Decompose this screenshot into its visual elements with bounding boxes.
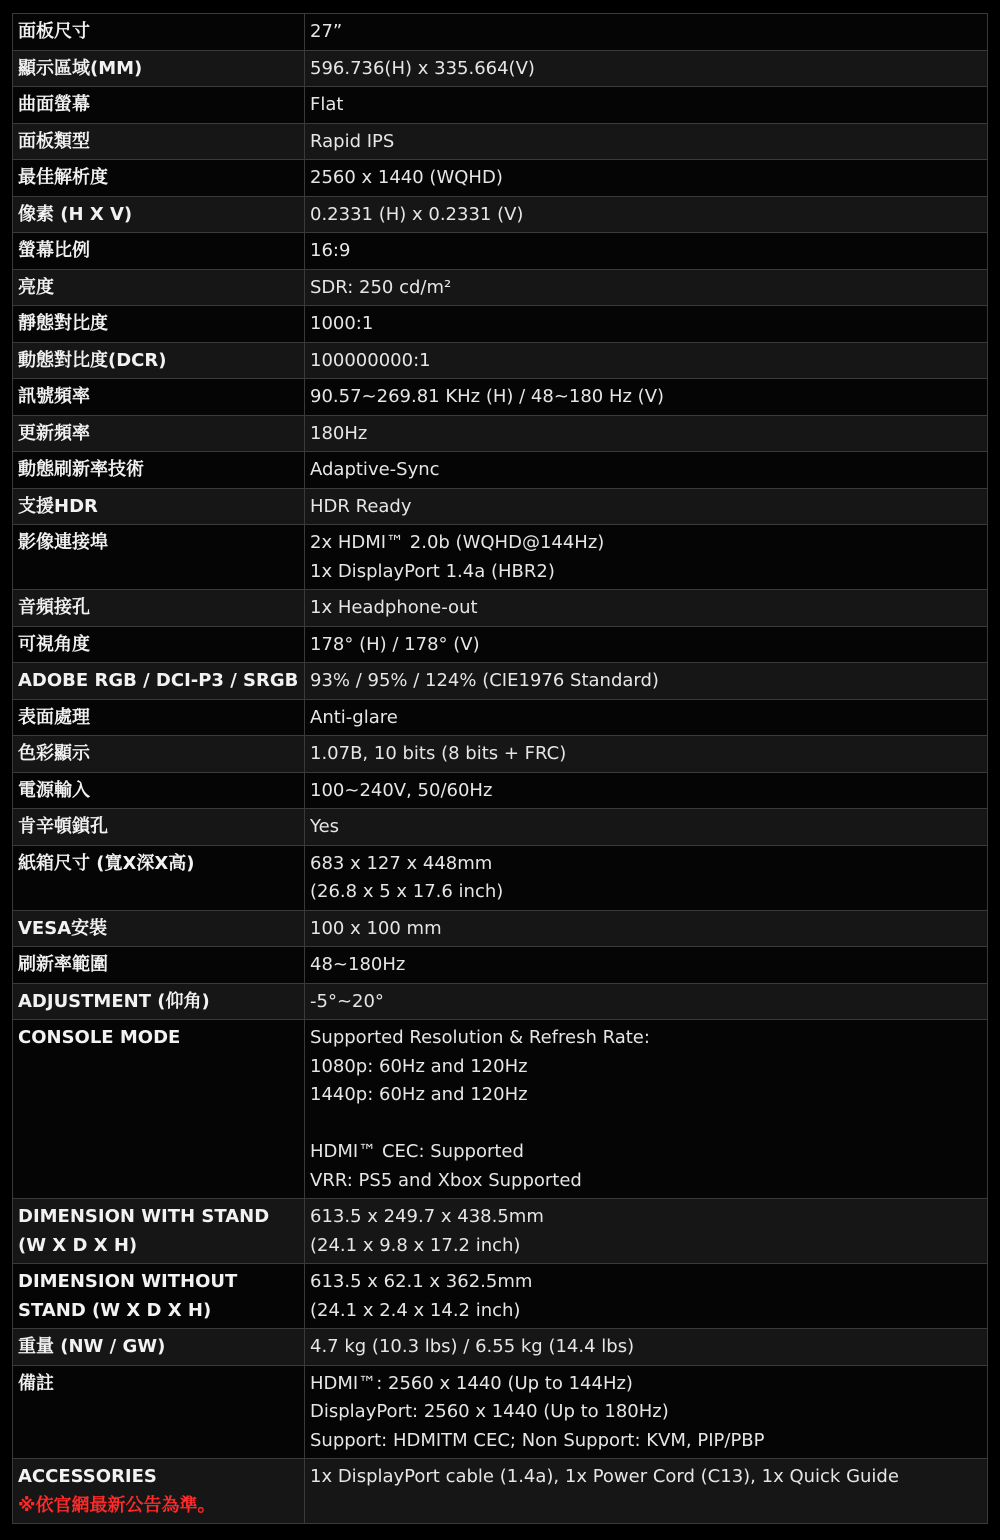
spec-label: ADJUSTMENT (仰角) <box>18 990 210 1012</box>
spec-sheet <box>12 13 988 1524</box>
spec-value-line: 4.7 kg (10.3 lbs) / 6.55 kg (14.4 lbs) <box>310 1336 635 1357</box>
spec-value-cell <box>305 1459 988 1524</box>
spec-value-line: 1.07B, 10 bits (8 bits + FRC) <box>310 743 567 764</box>
spec-value-cell <box>305 809 988 846</box>
spec-value-cell <box>305 1020 988 1199</box>
spec-row <box>13 663 988 700</box>
spec-label-cell <box>13 845 305 910</box>
spec-value-line: 2x HDMI™ 2.0b (WQHD@144Hz) <box>310 532 605 553</box>
spec-value-cell <box>305 590 988 627</box>
spec-value-cell <box>305 415 988 452</box>
spec-label-cell <box>13 452 305 489</box>
spec-row <box>13 50 988 87</box>
spec-label: DIMENSION WITHOUT STAND (W X D X H) <box>18 1271 238 1321</box>
spec-label-cell <box>13 14 305 51</box>
spec-label: 螢幕比例 <box>18 240 90 261</box>
spec-value-cell <box>305 123 988 160</box>
spec-value-line: (24.1 x 9.8 x 17.2 inch) <box>310 1234 521 1256</box>
spec-row <box>13 590 988 627</box>
spec-label-cell <box>13 233 305 270</box>
spec-value-line: 1440p: 60Hz and 120Hz <box>310 1084 528 1105</box>
spec-row <box>13 379 988 416</box>
spec-label-cell <box>13 196 305 233</box>
spec-value-line: 180Hz <box>310 422 368 444</box>
spec-row <box>13 14 988 51</box>
spec-row <box>13 1264 988 1329</box>
spec-value-line: 48~180Hz <box>310 954 406 975</box>
spec-label-cell <box>13 983 305 1020</box>
spec-label-cell <box>13 342 305 379</box>
spec-value-line: Flat <box>310 94 344 115</box>
spec-value-line: 100 x 100 mm <box>310 917 442 939</box>
spec-value-line: 93% / 95% / 124% (CIE1976 Standard) <box>310 670 659 691</box>
spec-label-cell <box>13 699 305 736</box>
spec-value-cell <box>305 196 988 233</box>
spec-label: 像素 (H X V) <box>18 203 133 225</box>
spec-row <box>13 123 988 160</box>
spec-value-line: HDMI™ CEC: Supported <box>310 1141 524 1162</box>
spec-value-line: Yes <box>310 816 340 837</box>
spec-value-line: 1000:1 <box>310 313 374 334</box>
spec-value-cell <box>305 983 988 1020</box>
spec-label: CONSOLE MODE <box>18 1027 181 1048</box>
spec-label: 色彩顯示 <box>18 743 90 764</box>
spec-value-line: 613.5 x 249.7 x 438.5mm <box>310 1206 544 1227</box>
spec-row <box>13 525 988 590</box>
spec-label: 亮度 <box>18 276 54 298</box>
spec-value-cell <box>305 160 988 197</box>
spec-label-cell <box>13 626 305 663</box>
spec-row <box>13 845 988 910</box>
spec-label: 動態對比度(DCR) <box>18 349 167 371</box>
spec-row <box>13 342 988 379</box>
spec-label-cell <box>13 1329 305 1366</box>
spec-value-line: Adaptive-Sync <box>310 459 440 480</box>
spec-label: 靜態對比度 <box>18 313 108 334</box>
spec-label-cell <box>13 1264 305 1329</box>
spec-label-cell <box>13 488 305 525</box>
spec-label: 支援HDR <box>18 495 98 517</box>
spec-value-line: 2560 x 1440 (WQHD) <box>310 167 503 188</box>
spec-label-cell <box>13 160 305 197</box>
spec-value-line: SDR: 250 cd/m² <box>310 276 452 298</box>
spec-value-cell <box>305 50 988 87</box>
spec-value-line: Supported Resolution & Refresh Rate: <box>310 1027 650 1048</box>
spec-value-cell <box>305 525 988 590</box>
spec-value-line: 596.736(H) x 335.664(V) <box>310 57 535 79</box>
spec-label-cell <box>13 269 305 306</box>
spec-label-cell <box>13 736 305 773</box>
spec-value-line: 90.57~269.81 KHz (H) / 48~180 Hz (V) <box>310 386 665 407</box>
spec-value-line: 613.5 x 62.1 x 362.5mm <box>310 1271 533 1292</box>
spec-row <box>13 736 988 773</box>
spec-row <box>13 1020 988 1199</box>
spec-value-line: 100000000:1 <box>310 349 431 371</box>
spec-row <box>13 196 988 233</box>
spec-value-cell <box>305 1264 988 1329</box>
spec-value-cell <box>305 947 988 984</box>
spec-label: DIMENSION WITH STAND (W X D X H) <box>18 1206 270 1256</box>
spec-label-cell <box>13 809 305 846</box>
spec-value-cell <box>305 699 988 736</box>
spec-label: VESA安裝 <box>18 917 108 939</box>
spec-row <box>13 1459 988 1524</box>
spec-row <box>13 809 988 846</box>
spec-value-line: 1x DisplayPort cable (1.4a), 1x Power Cord (C13), 1x Quick Guide <box>310 1466 899 1487</box>
spec-value-line: 178° (H) / 178° (V) <box>310 633 480 655</box>
spec-value-cell <box>305 379 988 416</box>
spec-label: 音頻接孔 <box>18 597 90 618</box>
spec-value-line: 683 x 127 x 448mm <box>310 852 493 874</box>
spec-label: 肯辛頓鎖孔 <box>18 816 108 837</box>
spec-value-cell <box>305 269 988 306</box>
spec-label-cell <box>13 379 305 416</box>
spec-value-line: HDMI™: 2560 x 1440 (Up to 144Hz) <box>310 1372 633 1394</box>
spec-label-cell <box>13 415 305 452</box>
spec-label-cell <box>13 772 305 809</box>
spec-label: 備註 <box>18 1372 54 1394</box>
spec-label-cell <box>13 910 305 947</box>
spec-value-line: 100~240V, 50/60Hz <box>310 779 493 801</box>
spec-row <box>13 699 988 736</box>
spec-label: 電源輸入 <box>18 779 90 801</box>
spec-row <box>13 772 988 809</box>
spec-value-line: 1x DisplayPort 1.4a (HBR2) <box>310 560 555 582</box>
spec-row <box>13 415 988 452</box>
spec-label-cell <box>13 306 305 343</box>
spec-value-cell <box>305 1199 988 1264</box>
spec-value-line: VRR: PS5 and Xbox Supported <box>310 1169 582 1191</box>
spec-label: 最佳解析度 <box>18 167 108 188</box>
spec-value-line: -5°~20° <box>310 990 384 1012</box>
spec-value-cell <box>305 87 988 124</box>
spec-row <box>13 306 988 343</box>
spec-label-cell <box>13 590 305 627</box>
spec-value-cell <box>305 845 988 910</box>
spec-value-cell <box>305 452 988 489</box>
spec-value-line: Rapid IPS <box>310 130 395 152</box>
spec-label: 面板尺寸 <box>18 21 90 42</box>
spec-value-line: (26.8 x 5 x 17.6 inch) <box>310 881 504 902</box>
spec-value-cell <box>305 663 988 700</box>
spec-label: 面板類型 <box>18 130 90 152</box>
spec-row <box>13 452 988 489</box>
spec-label-cell <box>13 1199 305 1264</box>
spec-table <box>12 13 988 1524</box>
spec-table-body <box>13 14 988 1524</box>
spec-value-cell <box>305 626 988 663</box>
spec-value-cell <box>305 736 988 773</box>
spec-row <box>13 983 988 1020</box>
spec-label-cell <box>13 123 305 160</box>
spec-row <box>13 160 988 197</box>
spec-row <box>13 1329 988 1366</box>
spec-label: 紙箱尺寸 (寬X深X高) <box>18 852 195 874</box>
spec-label: 可視角度 <box>18 633 90 655</box>
spec-value-cell <box>305 488 988 525</box>
spec-row <box>13 269 988 306</box>
spec-label: 曲面螢幕 <box>18 94 90 115</box>
spec-label: 顯示區域(MM) <box>18 57 143 79</box>
spec-label: ACCESSORIES <box>18 1466 157 1487</box>
spec-row <box>13 1199 988 1264</box>
spec-value-line: 16:9 <box>310 240 351 261</box>
spec-value-line: 0.2331 (H) x 0.2331 (V) <box>310 203 524 225</box>
spec-row <box>13 626 988 663</box>
spec-label: 刷新率範圍 <box>18 954 108 975</box>
spec-row <box>13 87 988 124</box>
spec-value-cell <box>305 306 988 343</box>
spec-value-cell <box>305 1365 988 1459</box>
spec-label: 表面處理 <box>18 706 90 728</box>
spec-label-cell <box>13 1020 305 1199</box>
spec-label-cell <box>13 1459 305 1524</box>
spec-row <box>13 488 988 525</box>
spec-row <box>13 1365 988 1459</box>
spec-value-line: Anti-glare <box>310 706 398 728</box>
spec-label: 更新頻率 <box>18 422 90 444</box>
spec-label-cell <box>13 50 305 87</box>
spec-value-line: DisplayPort: 2560 x 1440 (Up to 180Hz) <box>310 1401 669 1422</box>
spec-value-line: HDR Ready <box>310 495 412 517</box>
spec-label: 訊號頻率 <box>18 386 90 407</box>
spec-row <box>13 947 988 984</box>
spec-value-cell <box>305 14 988 51</box>
spec-label: 重量 (NW / GW) <box>18 1336 166 1357</box>
spec-value-cell <box>305 772 988 809</box>
spec-label-cell <box>13 1365 305 1459</box>
spec-value-line: (24.1 x 2.4 x 14.2 inch) <box>310 1299 521 1321</box>
spec-row <box>13 910 988 947</box>
spec-label-cell <box>13 87 305 124</box>
spec-label: 動態刷新率技術 <box>18 459 144 480</box>
spec-value-line: 1080p: 60Hz and 120Hz <box>310 1055 528 1077</box>
disclaimer-note: ※依官網最新公告為準。 <box>18 1494 216 1516</box>
spec-value-line <box>310 1110 982 1139</box>
spec-label: 影像連接埠 <box>18 532 108 553</box>
spec-label: ADOBE RGB / DCI-P3 / SRGB <box>18 670 299 691</box>
spec-label-cell <box>13 947 305 984</box>
spec-value-line: Support: HDMITM CEC; Non Support: KVM, PIP/PBP <box>310 1429 765 1451</box>
spec-label-cell <box>13 525 305 590</box>
spec-value-line: 1x Headphone-out <box>310 597 478 618</box>
spec-value-cell <box>305 342 988 379</box>
spec-label-cell <box>13 663 305 700</box>
spec-row <box>13 233 988 270</box>
spec-value-cell <box>305 910 988 947</box>
spec-value-cell <box>305 233 988 270</box>
spec-value-line: 27” <box>310 21 343 42</box>
spec-value-cell <box>305 1329 988 1366</box>
